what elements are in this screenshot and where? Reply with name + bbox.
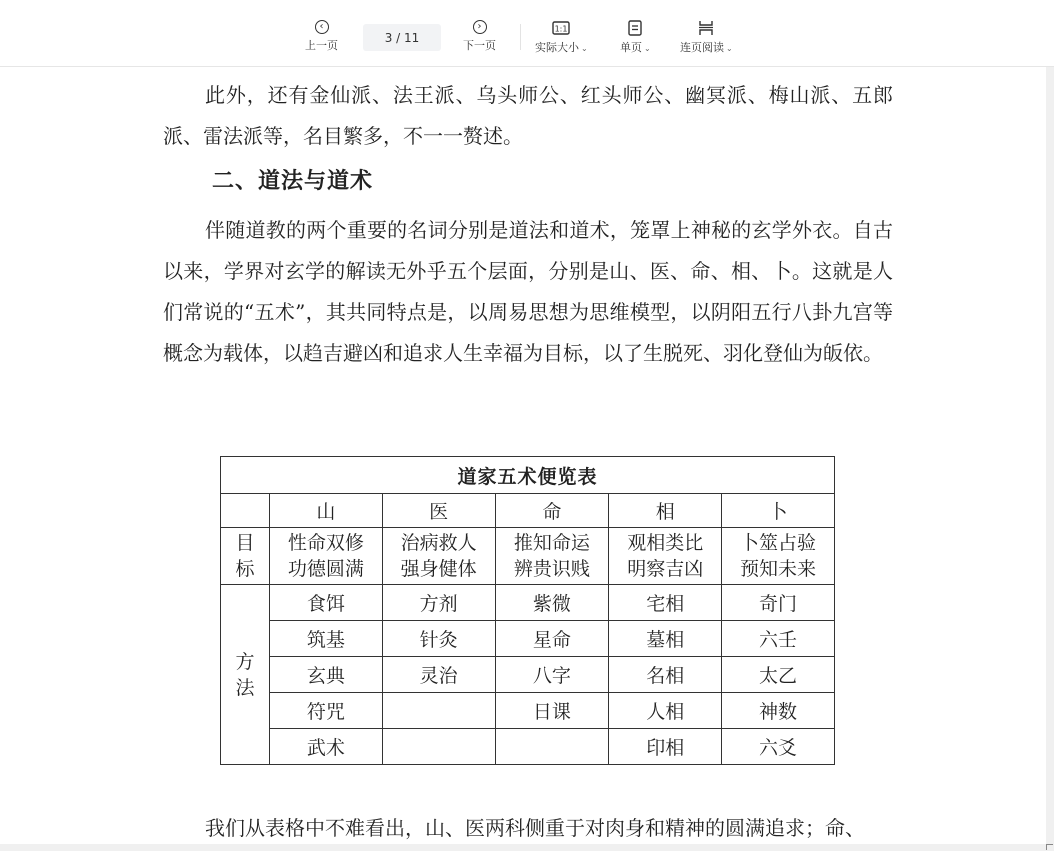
- chevron-left-icon: ‹: [315, 20, 329, 34]
- method-cell: 筑基: [269, 621, 382, 657]
- method-cell: 神数: [722, 693, 835, 729]
- next-page-label: 下一页: [463, 39, 496, 52]
- resize-corner-icon: [1046, 844, 1053, 850]
- table-header-row: [221, 494, 835, 528]
- viewer-toolbar: [0, 0, 1054, 67]
- continuous-label: 连页阅读: [680, 41, 724, 54]
- paragraph-table-analysis: 我们从表格中不难看出，山、医两科侧重于对肉身和精神的圆满追求；命、: [205, 816, 865, 840]
- corner-cell: [221, 494, 270, 528]
- horizontal-scrollbar[interactable]: [0, 844, 1054, 851]
- prev-page-label: 上一页: [305, 39, 338, 52]
- method-row-label: 方 法: [221, 585, 270, 765]
- zoom-label: 实际大小: [535, 41, 579, 54]
- next-page-button[interactable]: [463, 20, 496, 60]
- method-cell: 奇门: [722, 585, 835, 621]
- method-cell: 星命: [495, 621, 609, 657]
- single-page-label: 单页: [620, 41, 642, 54]
- method-cell: [495, 729, 609, 765]
- paragraph-five-arts: 伴随道教的两个重要的名词分别是道法和道术，笼罩上神秘的玄学外衣。自古以来，学界对玄学的解读无外乎五个层面，分别是山、医、命、相、卜。这就是人们常说的“五术”，其共同特点是，以周易思想为思维模型，以阴阳五行八卦九宫等概念为载体，以趋吉避凶和追求人生幸福为目标，以了生脱死、羽化登仙为皈依。: [163, 218, 893, 365]
- method-cell: 武术: [269, 729, 382, 765]
- goal-cell: 观相类比 明察吉凶: [609, 528, 722, 585]
- page-number-input[interactable]: [363, 24, 441, 51]
- actual-size-icon: [552, 20, 570, 36]
- column-header: 山: [269, 494, 382, 528]
- paragraph-sects: 此外，还有金仙派、法王派、乌头师公、红头师公、幽冥派、梅山派、五郎派、雷法派等，名目繁多，不一一赘述。: [163, 83, 893, 148]
- chevron-right-icon: ›: [473, 20, 487, 34]
- method-row: [221, 657, 835, 693]
- method-row: [221, 585, 835, 621]
- method-cell: 日课: [495, 693, 609, 729]
- zoom-dropdown[interactable]: [535, 20, 588, 60]
- page-total: 11: [404, 30, 420, 45]
- five-arts-table: [220, 456, 835, 765]
- method-cell: [382, 729, 495, 765]
- method-cell: 灵治: [382, 657, 495, 693]
- goal-cell: 推知命运 辨贵识贱: [495, 528, 609, 585]
- method-cell: 六爻: [722, 729, 835, 765]
- prev-page-button[interactable]: [305, 20, 338, 60]
- table-title: 道家五术便览表: [221, 457, 835, 494]
- toolbar-divider: [520, 24, 521, 50]
- method-row: [221, 729, 835, 765]
- method-cell: 玄典: [269, 657, 382, 693]
- single-page-icon: [626, 20, 644, 36]
- column-header: 命: [495, 494, 609, 528]
- continuous-reading-dropdown[interactable]: [680, 20, 733, 60]
- method-cell: 八字: [495, 657, 609, 693]
- goal-row-label: 目 标: [221, 528, 270, 585]
- section-heading: 二、道法与道术: [212, 169, 374, 194]
- column-header: 相: [609, 494, 722, 528]
- method-cell: 紫微: [495, 585, 609, 621]
- method-cell: 符咒: [269, 693, 382, 729]
- method-row: [221, 693, 835, 729]
- column-header: 卜: [722, 494, 835, 528]
- method-cell: 墓相: [609, 621, 722, 657]
- goal-cell: 性命双修 功德圆满: [269, 528, 382, 585]
- document-page: [0, 67, 1046, 844]
- method-cell: 印相: [609, 729, 722, 765]
- goal-cell: 治病救人 强身健体: [382, 528, 495, 585]
- method-cell: 方剂: [382, 585, 495, 621]
- single-page-dropdown[interactable]: [620, 20, 651, 60]
- page-current: 3: [384, 30, 393, 45]
- method-cell: 太乙: [722, 657, 835, 693]
- continuous-pages-icon: [697, 20, 715, 36]
- column-header: 医: [382, 494, 495, 528]
- page-separator: /: [392, 30, 405, 45]
- chevron-down-icon: ⌄: [726, 44, 733, 53]
- method-cell: 宅相: [609, 585, 722, 621]
- method-cell: 人相: [609, 693, 722, 729]
- chevron-down-icon: ⌄: [581, 44, 588, 53]
- method-row: [221, 621, 835, 657]
- method-cell: 名相: [609, 657, 722, 693]
- goal-cell: 卜筮占验 预知未来: [722, 528, 835, 585]
- method-cell: 六壬: [722, 621, 835, 657]
- vertical-scrollbar[interactable]: [1046, 67, 1054, 844]
- zoom-icon-text: 1:1: [554, 24, 568, 34]
- method-cell: [382, 693, 495, 729]
- method-cell: 针灸: [382, 621, 495, 657]
- goal-row: [221, 528, 835, 585]
- method-cell: 食饵: [269, 585, 382, 621]
- chevron-down-icon: ⌄: [644, 44, 651, 53]
